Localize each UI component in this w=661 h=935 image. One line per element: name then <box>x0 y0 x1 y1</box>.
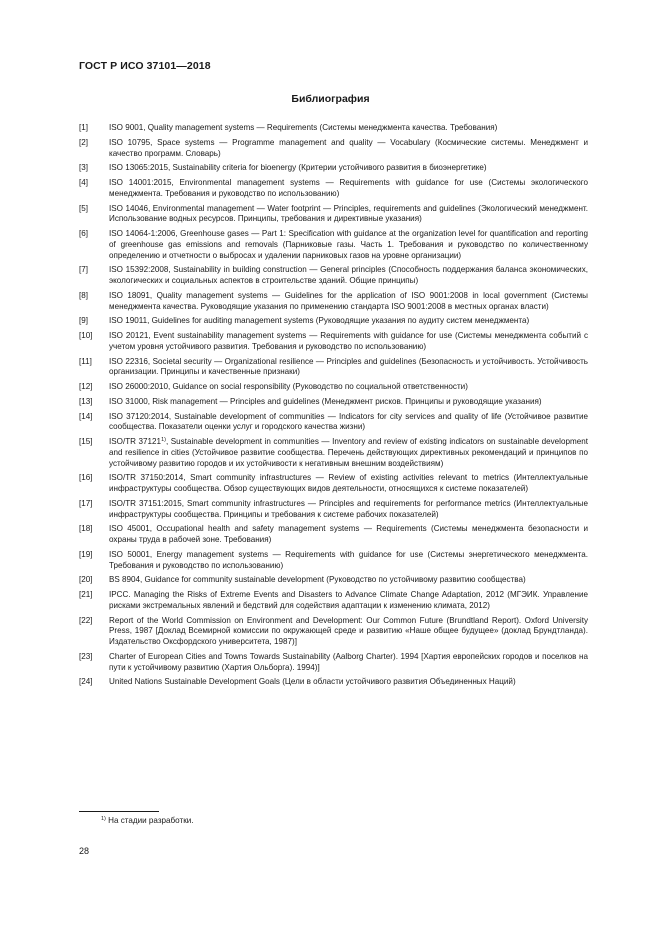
reference-text: Report of the World Commission on Environment and Development: Our Common Future (Brundtland Report). Oxford University Press, 1987 [Доклад Всемирной комиссии по окружающей среде и развитию «Наше общее будущее» (доклад Брундтланда). Издательство Оксфордского университета, 1987)] <box>109 615 588 647</box>
reference-text: ISO/TR 37151:2015, Smart community infrastructures — Principles and requirements for performance metrics (Интеллектуальные инфраструктуры сообщества. Принципы и требования к системе рабочих показателей) <box>109 498 588 519</box>
reference-item <box>79 397 588 408</box>
reference-number: [17] <box>79 498 93 508</box>
reference-number: [22] <box>79 615 93 625</box>
reference-number: [13] <box>79 396 93 406</box>
reference-list <box>79 123 588 692</box>
reference-item <box>79 616 588 648</box>
reference-text: BS 8904, Guidance for community sustainable development (Руководство по устойчивому развитию сообщества) <box>109 575 526 585</box>
reference-number: [20] <box>79 575 93 585</box>
footnote-marker: 1) <box>101 816 106 822</box>
reference-item <box>79 123 588 134</box>
reference-text: ISO 15392:2008, Sustainability in building construction — General principles (Способность поддержания баланса экономических, экологических и социальных аспектов в строительстве зданий. Общие принципы) <box>109 265 588 285</box>
footnote-text: На стадии разработки. <box>108 816 194 825</box>
reference-text: ISO 22316, Societal security — Organizational resilience — Principles and guidelines (Безопасность и устойчивость. Устойчивость организации. Принципы и качественные признаки) <box>109 356 588 377</box>
reference-item <box>79 291 588 312</box>
reference-text: United Nations Sustainable Development Goals (Цели в области устойчивого развития Объединенных Наций) <box>109 677 516 687</box>
reference-number: [4] <box>79 178 88 188</box>
reference-number: [5] <box>79 203 88 213</box>
reference-item <box>79 204 588 225</box>
footnote-reference-marker: 1) <box>161 437 166 444</box>
reference-item <box>79 437 588 469</box>
reference-item <box>79 138 588 159</box>
reference-number: [21] <box>79 590 93 600</box>
reference-text-lead: ISO/TR 37121 <box>109 437 162 447</box>
reference-number: [1] <box>79 123 88 132</box>
reference-number: [9] <box>79 316 88 326</box>
standard-code-header: ГОСТ Р ИСО 37101—2018 <box>79 60 211 72</box>
reference-text-rest: , Sustainable development in communities — Inventory and review of existing indicators on sustainable development and resilience in cities (Устойчивое развитие сообщества. Перечень действующих директивных рекомендаций и принципов по устойчивому развитию городов и их устойчивости к негативным внешним воздействиям) <box>109 437 588 468</box>
reference-text: ISO 19011, Guidelines for auditing management systems (Руководящие указания по аудиту систем менеджмента) <box>109 316 530 326</box>
reference-number: [15] <box>79 437 93 447</box>
reference-text: ISO 14001:2015, Environmental management systems — Requirements with guidance for use (Системы экологического менеджмента. Требования и руководство по использованию) <box>109 178 588 198</box>
reference-item <box>79 677 588 688</box>
reference-item <box>79 412 588 433</box>
reference-item <box>79 473 588 494</box>
footnote <box>101 816 194 826</box>
reference-item <box>79 316 588 327</box>
reference-text: IPCC. Managing the Risks of Extreme Events and Disasters to Advance Climate Change Adaptation, 2012 (МГЭИК. Управление рисками экстремальных явлений и бедствий для содействия адаптации к изменению климата, 2012) <box>109 590 588 610</box>
reference-text: ISO 9001, Quality management systems — Requirements (Системы менеджмента качества. Требования) <box>109 123 498 132</box>
reference-item <box>79 229 588 261</box>
reference-item <box>79 575 588 586</box>
reference-number: [7] <box>79 265 88 275</box>
reference-item <box>79 265 588 286</box>
reference-item <box>79 524 588 545</box>
reference-item <box>79 357 588 378</box>
reference-number: [19] <box>79 549 93 559</box>
reference-text: ISO 31000, Risk management — Principles and guidelines (Менеджмент рисков. Принципы и руководящие указания) <box>109 396 542 406</box>
page-number: 28 <box>79 846 90 856</box>
reference-item <box>79 590 588 611</box>
reference-number: [24] <box>79 677 93 687</box>
reference-item <box>79 178 588 199</box>
reference-text: ISO 20121, Event sustainability management systems — Requirements with guidance for use (Системы менеджмента событий с учетом уровня устойчивого развития. Требования и руководство по использованию) <box>109 331 588 351</box>
reference-number: [10] <box>79 331 93 341</box>
reference-text: ISO 45001, Occupational health and safety management systems — Requirements (Системы менеджмента безопасности и охраны труда в рабочей зоне. Требования) <box>109 524 588 545</box>
reference-text <box>109 437 588 469</box>
bibliography-title: Библиография <box>291 93 370 105</box>
reference-text: ISO/TR 37150:2014, Smart community infrastructures — Review of existing activities relevant to metrics (Интеллектуальные инфраструктуры сообщества. Обзор существующих видов деятельности, относящихся к системе показателей) <box>109 473 588 494</box>
reference-text: ISO 14046, Environmental management — Water footprint — Principles, requirements and guidelines (Экологический менеджмент. Использование водных ресурсов. Принципы, требования и директивные указания) <box>109 203 588 224</box>
reference-text: Charter of European Cities and Towns Towards Sustainability (Aalborg Charter). 1994 [Хартия европейских городов и поселков на пути к устойчивому развитию (Хартия Ольборга). 1994)] <box>109 651 588 672</box>
reference-text: ISO 37120:2014, Sustainable development of communities — Indicators for city services and quality of life (Устойчивое развитие сообщества. Показатели оценки услуг и городского качества жизни) <box>109 411 588 432</box>
reference-number: [23] <box>79 651 93 661</box>
reference-number: [12] <box>79 382 93 392</box>
footnote-divider <box>79 811 159 812</box>
reference-item <box>79 331 588 352</box>
reference-text: ISO 26000:2010, Guidance on social responsibility (Руководство по социальной ответственности) <box>109 382 468 392</box>
reference-text: ISO 10795, Space systems — Programme management and quality — Vocabulary (Космические системы. Менеджмент и качество программ. Словарь) <box>109 137 588 158</box>
reference-text: ISO 18091, Quality management systems — Guidelines for the application of ISO 9001:2008 in local government (Системы менеджмента качества. Руководящие указания по применению стандарта ISO 9001:2008 в местных органах власти) <box>109 290 588 311</box>
reference-item <box>79 652 588 673</box>
reference-number: [8] <box>79 290 88 300</box>
reference-number: [14] <box>79 411 93 421</box>
reference-text: ISO 50001, Energy management systems — Requirements with guidance for use (Системы энергетического менеджмента. Требования и руководство по использованию) <box>109 549 588 570</box>
reference-number: [6] <box>79 229 88 239</box>
reference-text: ISO 14064-1:2006, Greenhouse gases — Part 1: Specification with guidance at the organization level for quantification and reporting of greenhouse gas emissions and removals (Парниковые газы. Часть 1. Требования и руководство по количественному определению и отчетности о выбросах и удалении парниковых газов на уровне организации) <box>109 229 588 260</box>
reference-item <box>79 550 588 571</box>
reference-item <box>79 499 588 520</box>
reference-item <box>79 163 588 174</box>
reference-text: ISO 13065:2015, Sustainability criteria for bioenergy (Критерии устойчивого развития в биоэнергетике) <box>109 163 487 173</box>
reference-number: [3] <box>79 163 88 173</box>
reference-number: [16] <box>79 473 93 483</box>
reference-number: [18] <box>79 524 93 534</box>
reference-item <box>79 382 588 393</box>
reference-number: [2] <box>79 137 88 147</box>
reference-number: [11] <box>79 356 92 366</box>
